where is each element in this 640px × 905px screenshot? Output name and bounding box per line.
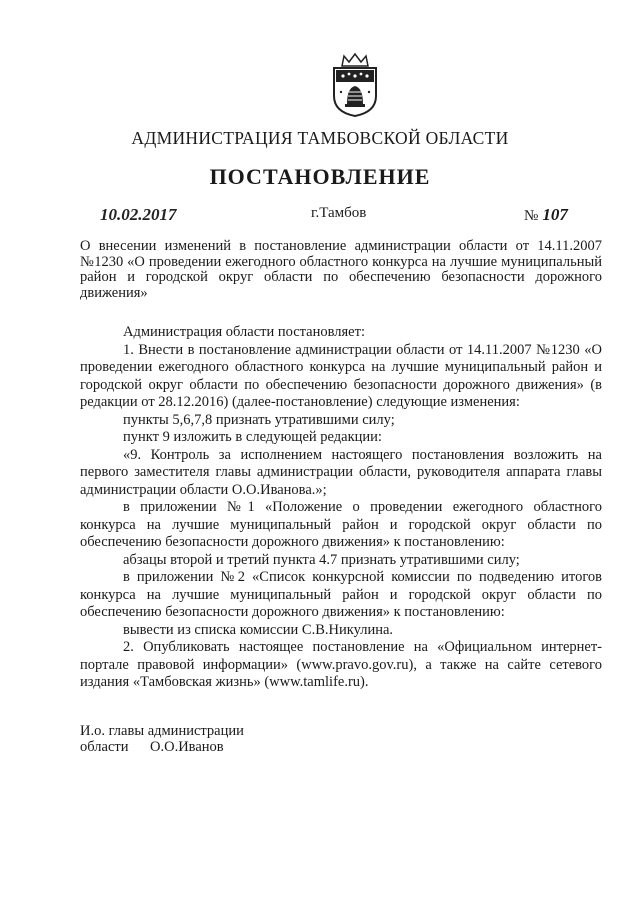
body-paragraph: пункты 5,6,7,8 признать утратившими силу;	[123, 411, 395, 428]
signature-block	[80, 724, 244, 755]
document-body	[80, 324, 602, 692]
document-type-title: ПОСТАНОВЛЕНИЕ	[209, 164, 431, 189]
body-paragraph: 1. Внести в постановление администрации области от 14.11.2007 №1230 «О проведении ежегодного областного конкурса на лучшие муниципальный район и городской округ области по обеспечению безопасности дорожного движения» (в редакции от 28.12.2016) (далее-постановление) следующие изменения:	[80, 341, 602, 410]
body-paragraph: в приложении №1 «Положение о проведении ежегодного областного конкурса на лучшие муниципальный район и городской округ области по обеспечению безопасности дорожного движения» к постановлению:	[80, 499, 602, 550]
body-paragraph: в приложении №2 «Список конкурсной комиссии по подведению итогов конкурса на лучшие муниципальный район и городской округ области по обеспечению безопасности дорожного движения» к постановлению:	[80, 569, 602, 620]
organization-title: АДМИНИСТРАЦИЯ ТАМБОВСКОЙ ОБЛАСТИ	[131, 128, 509, 148]
body-paragraph: 2. Опубликовать настоящее постановление на «Официальном интернет-портале правовой информации» (www.pravo.gov.ru), а также на сайте сетевого издания «Тамбовская жизнь» (www.tamlife.ru).	[80, 639, 602, 690]
signatory-name: О.О.Иванов	[150, 738, 224, 755]
document-date: 10.02.2017	[100, 205, 177, 224]
number-label: №	[524, 208, 539, 224]
number-value: 107	[542, 205, 568, 224]
document-city: г.Тамбов	[311, 205, 367, 221]
body-paragraph: вывести из списка комиссии С.В.Никулина.	[123, 621, 394, 638]
body-paragraph: «9. Контроль за исполнением настоящего постановления возложить на первого заместителя главы администрации области, руководителя аппарата главы администрации области О.О.Иванова.»;	[80, 446, 602, 498]
body-paragraph: Администрация области постановляет:	[123, 324, 365, 340]
document-number	[524, 205, 568, 225]
body-paragraph: пункт 9 изложить в следующей редакции:	[123, 429, 382, 445]
signatory-role: И.о. главы администрации	[80, 723, 244, 739]
document-subject: О внесении изменений в постановление администрации области от 14.11.2007 №1230 «О проведении ежегодного областного конкурса на лучшие муниципальный район и городской округ области по обеспечению безопасности дорожного движения»	[80, 238, 602, 301]
tambov-coat-of-arms-icon	[326, 52, 384, 118]
body-paragraph: абзацы второй и третий пункта 4.7 признать утратившими силу;	[123, 551, 520, 568]
signatory-role-region: области	[80, 738, 129, 755]
